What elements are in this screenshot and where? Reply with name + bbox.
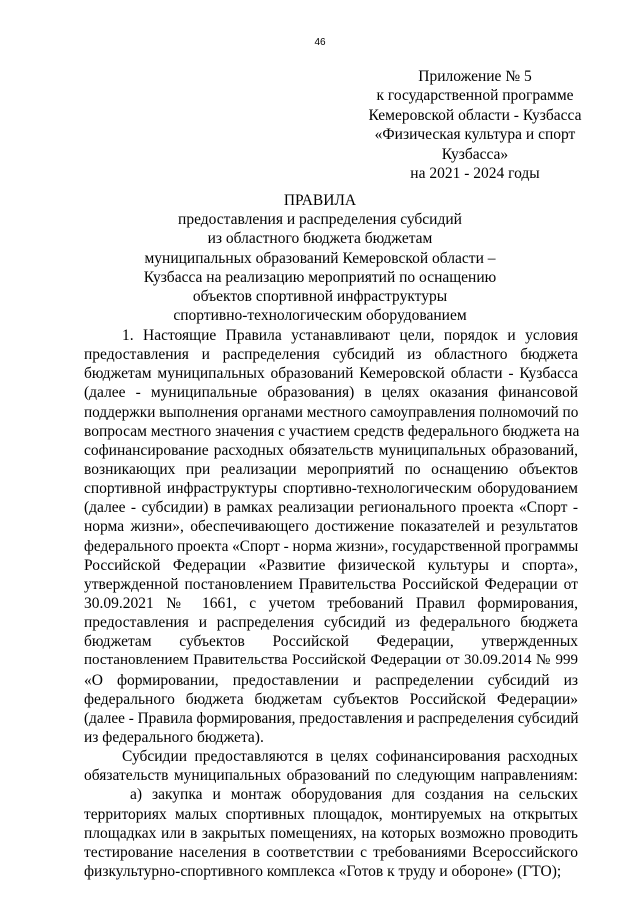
body-line: Российской Федерации «Развитие физической культуры и спорта», <box>84 556 578 574</box>
body-line: Субсидии предоставляются в целях софинансирования расходных <box>122 748 578 766</box>
appendix-line: к государственной программе <box>376 87 574 105</box>
title-line: спортивно-технологическим оборудованием <box>173 307 467 325</box>
title-line: из областного бюджета бюджетам <box>207 230 433 248</box>
body-line: вопросам местного значения с участием средств федерального бюджета на <box>84 422 580 440</box>
body-line: (далее - Правила формирования, предоставления и распределения субсидий <box>84 709 579 727</box>
body-line: из федерального бюджета). <box>84 728 264 746</box>
body-line: территориях малых спортивных площадок, монтируемых на открытых <box>84 805 578 823</box>
body-line: спортивной инфраструктуры спортивно-технологическим оборудованием <box>84 480 578 498</box>
appendix-reference <box>345 67 605 183</box>
document-title <box>0 191 640 325</box>
page-number: 46 <box>314 37 326 48</box>
body-line: утвержденной постановлением Правительства Российской Федерации от <box>84 575 578 593</box>
body-line: а) закупка и монтаж оборудования для создания на сельских <box>130 786 578 804</box>
appendix-line: Кемеровской области - Кузбасса <box>368 106 582 124</box>
body-line: 30.09.2021 № 1661, с учетом требований Правил формирования, <box>84 594 578 612</box>
title-line: объектов спортивной инфраструктуры <box>192 288 448 306</box>
body-line: (далее - муниципальные образования) в целях оказания финансовой <box>84 384 578 402</box>
body-line: (далее - субсидии) в рамках реализации регионального проекта «Спорт - <box>84 499 578 517</box>
body-line: постановлением Правительства Российской Федерации от 30.09.2014 № 999 <box>84 652 578 669</box>
title-line: предоставления и распределения субсидий <box>178 211 462 229</box>
appendix-line: «Физическая культура и спорт <box>374 126 576 144</box>
body-line: обязательств муниципальных образований по следующим направлениям: <box>84 767 578 785</box>
body-line: «О формировании, предоставлении и распределении субсидий из <box>84 671 578 689</box>
title-line: муниципальных образований Кемеровской области – <box>144 249 496 267</box>
body-line: физкультурно-спортивного комплекса «Готов к труду и обороне» (ГТО); <box>84 862 562 880</box>
body-line: федерального проекта «Спорт - норма жизни», государственной программы <box>84 537 579 555</box>
appendix-line: Приложение № 5 <box>418 68 532 85</box>
body-line: тестирование населения в соответствии с требованиями Всероссийского <box>84 843 578 861</box>
appendix-line: Кузбасса» <box>441 145 509 163</box>
title-line: Кузбасса на реализацию мероприятий по оснащению <box>143 268 497 286</box>
body-line: предоставления и распределения субсидий из областного бюджета <box>84 346 578 364</box>
body-line: возникающих при реализации мероприятий по оснащению объектов <box>84 460 578 478</box>
body-line: 1. Настоящие Правила устанавливают цели, порядок и условия <box>122 327 578 344</box>
document-body <box>84 326 578 881</box>
body-line: софинансирование расходных обязательств муниципальных образований, <box>84 441 578 459</box>
body-line: бюджетам субъектов Российской Федерации, утвержденных <box>84 633 578 651</box>
body-line: бюджетам муниципальных образований Кемеровской области - Кузбасса <box>84 365 578 383</box>
body-line: федерального бюджета бюджетам субъектов Российской Федерации» <box>84 690 578 708</box>
body-line: площадках или в закрытых помещениях, на которых возможно проводить <box>84 824 578 842</box>
body-line: норма жизни», обеспечивающего достижение показателей и результатов <box>84 518 578 536</box>
body-line: поддержки выполнения органами местного самоуправления полномочий по <box>84 403 579 421</box>
body-line: предоставления и распределения субсидий из федерального бюджета <box>84 614 578 632</box>
title-heading: ПРАВИЛА <box>283 192 357 209</box>
appendix-line: на 2021 - 2024 годы <box>410 165 540 183</box>
